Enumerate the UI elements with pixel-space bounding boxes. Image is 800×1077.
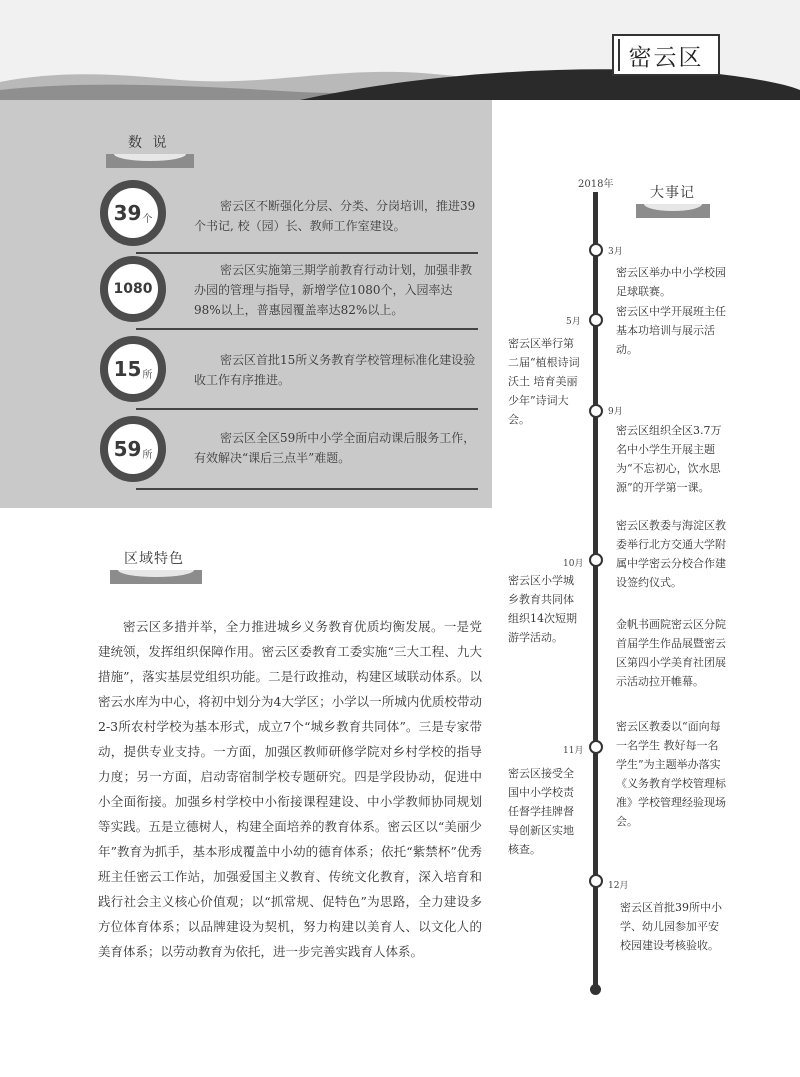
feature-section-title: 区域特色: [124, 551, 184, 567]
timeline-event: 密云区教委与海淀区教委举行北方交通大学附属中学密云分校合作建设签约仪式。: [616, 519, 726, 589]
label-ribbon: [636, 204, 710, 218]
stat-divider: [136, 488, 478, 490]
stat-ring: [100, 180, 166, 246]
stat-divider: [136, 328, 478, 330]
stat-value: 59: [113, 437, 142, 461]
timeline-event: 密云区首批39所中小学、幼儿园参加平安校园建设考核验收。: [620, 901, 722, 952]
timeline-dot: [589, 313, 603, 327]
stat-row-3: [100, 336, 478, 416]
stat-description: 密云区全区59所中小学全面启动课后服务工作，有效解决“课后三点半”难题。: [194, 431, 476, 465]
timeline-month: 11月: [563, 746, 584, 756]
timeline-event: 金帆书画院密云区分院首届学生作品展暨密云区第四小学美育社团展示活动拉开帷幕。: [616, 618, 726, 688]
stat-description: 密云区实施第三期学前教育行动计划，加强非教办园的管理与指导，新增学位1080个，入园率达98%以上，普惠园覆盖率达82%以上。: [194, 263, 473, 317]
timeline-month: 10月: [563, 559, 584, 569]
timeline-event: 密云区小学城乡教育共同体组织14次短期游学活动。: [508, 574, 577, 644]
timeline-month: 9月: [608, 407, 623, 417]
stat-unit: 所: [142, 369, 153, 381]
timeline-event: 密云区举行第二届“植根诗词沃土 培育美丽少年”诗词大会。: [508, 337, 580, 426]
timeline-event: 密云区教委以“面向每一名学生 教好每一名学生”为主题举办落实《义务教育学校管理标准》学校管理经验现场会。: [616, 720, 726, 828]
timeline-month: 12月: [608, 881, 629, 891]
timeline-dot: [589, 740, 603, 754]
timeline-dot: [589, 404, 603, 418]
timeline-dot: [589, 243, 603, 257]
stat-ring: [100, 256, 166, 322]
timeline-event: 密云区举办中小学校园足球联赛。: [616, 266, 726, 298]
timeline-section-label: [636, 182, 710, 218]
feature-paragraph: 密云区多措并举，全力推进城乡义务教育优质均衡发展。一是党建统领，发挥组织保障作用。密云区委教育工委实施“三大工程、九大措施”，落实基层党组织功能。二是行政推动，构建区域联动体系。以密云水库为中心，将初中划分为4大学区；小学以一所城内优质校带动2-3所农村学校为基本形式，成立7个“城乡教育共同体”。三是专家带动，提供专业支持。一方面，加强区教师研修学院对乡村学校的指导力度；另一方面，启动寄宿制学校专题研究。四是学段协动，促进中小全面衔接。加强乡村学校中小衔接课程建设、中小学教师协同规划等实践。五是立德树人，构建全面培养的教育体系。密云区以“美丽少年”教育为抓手，基本形成覆盖中小幼的德育体系；依托“紫禁杯”优秀班主任密云工作站，加强爱国主义教育、传统文化教育，深入培育和践行社会主义核心价值观；以“抓常规、促特色”为思路，全力建设多方位体育体系；以品牌建设为契机，努力构建以美育人、以文化人的美育体系；以劳动教育为依托，进一步完善实践育人体系。: [98, 619, 482, 959]
stat-value: 39: [113, 201, 142, 225]
stat-value: 15: [113, 357, 142, 381]
timeline-axis: [593, 192, 598, 988]
timeline-event: 密云区接受全国中小学校责任督学挂牌督导创新区实地核查。: [508, 767, 574, 856]
stat-row-1: [100, 180, 478, 260]
stat-description: 密云区首批15所义务教育学校管理标准化建设验收工作有序推进。: [194, 353, 476, 387]
stat-description: 密云区不断强化分层、分类、分岗培训，推进39个书记, 校（园）长、教师工作室建设。: [194, 199, 476, 233]
feature-section-label: [110, 548, 202, 584]
timeline-dot: [589, 874, 603, 888]
label-ribbon: [106, 154, 194, 168]
stat-ring: [100, 416, 166, 482]
page-header: [0, 0, 800, 100]
stats-section-label: [106, 132, 194, 168]
timeline-title: 大事记: [650, 185, 695, 201]
stats-section-title: 数 说: [128, 135, 170, 151]
stat-divider: [136, 408, 478, 410]
timeline-month: 5月: [566, 317, 581, 327]
stat-row-4: [100, 416, 478, 496]
timeline-dot: [589, 553, 603, 567]
stat-divider: [136, 252, 478, 254]
timeline-event: 密云区组织全区3.7万名中小学生开展主题为“不忘初心，饮水思源”的开学第一课。: [616, 424, 722, 494]
timeline-event: 密云区中学开展班主任基本功培训与展示活动。: [616, 305, 726, 356]
timeline-year: 2018年: [578, 179, 614, 190]
stat-unit: 所: [142, 449, 153, 461]
label-ribbon: [110, 570, 202, 584]
timeline-end-dot: [590, 984, 601, 995]
stat-value: 1080: [113, 281, 153, 297]
stat-unit: 个: [142, 213, 153, 225]
timeline-month: 3月: [608, 247, 623, 257]
feature-article: [98, 614, 482, 964]
district-tag: 密云区: [612, 34, 720, 76]
stat-row-2: [100, 256, 478, 336]
stat-ring: [100, 336, 166, 402]
